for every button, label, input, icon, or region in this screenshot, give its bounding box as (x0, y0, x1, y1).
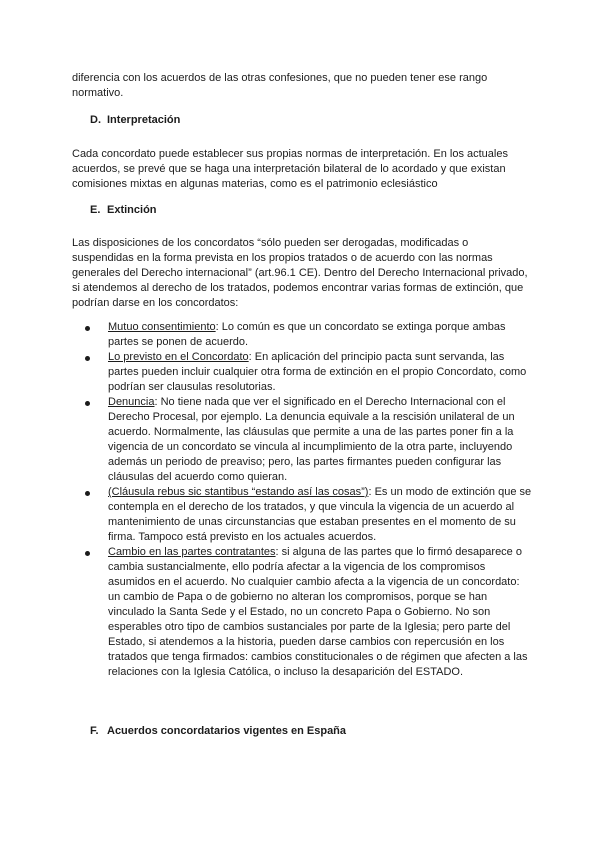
extinction-forms-list (72, 320, 532, 680)
section-e-body: Las disposiciones de los concordatos “sólo pueden ser derogadas, modificadas o suspendidas en la forma prevista en los propios tratados o de acuerdo con las normas generales del Derecho internacional” (art.96.1 CE). Dentro del Derecho Internacional privado, si atendemos al derecho de los tratados, podemos encontrar varias formas de extinción, que podrían darse en los concordatos: (72, 237, 528, 309)
section-e-heading (90, 203, 157, 218)
list-item-term: Denuncia (108, 396, 155, 408)
list-item (72, 395, 532, 485)
list-item-term: Mutuo consentimiento (108, 321, 216, 333)
list-item (72, 350, 532, 395)
list-item-term: (Cláusula rebus sic stantibus “estando así las cosas”) (108, 486, 369, 498)
section-f-title: Acuerdos concordatarios vigentes en España (107, 725, 347, 737)
list-item-term: Cambio en las partes contratantes (108, 546, 276, 558)
section-d-letter: D. (90, 114, 101, 126)
bullet-icon (85, 326, 90, 331)
intro-paragraph: diferencia con los acuerdos de las otras confesiones, que no pueden tener ese rango normativo. (72, 72, 488, 99)
bullet-icon (85, 401, 90, 406)
list-item-text: : En aplicación del principio pacta sunt servanda, las partes pueden incluir cualquier otra forma de extinción en el propio Concordato, como podrían ser clausulas resolutorias. (108, 351, 527, 393)
list-item (72, 545, 532, 680)
bullet-icon (85, 551, 90, 556)
section-f-letter: F. (90, 725, 99, 737)
list-item-text: : Es un modo de extinción que se contempla en el derecho de los tratados, y que vincula la vigencia de un acuerdo al mantenimiento de unas circunstancias que estaban presentes en el momento de su firma. Tampoco está previsto en los actuales acuerdos. (108, 486, 532, 543)
bullet-icon (85, 491, 90, 496)
list-item-text: : Lo común es que un concordato se extinga porque ambas partes se ponen de acuerdo. (108, 321, 506, 348)
list-item-term: Lo previsto en el Concordato (108, 351, 249, 363)
section-e-title: Extinción (107, 204, 157, 216)
list-item-text: : si alguna de las partes que lo firmó desaparece o cambia sustancialmente, ello podría afectar a la vigencia de los compromisos asumidos en el acuerdo. No cualquier cambio afecta a la vigencia de un concordato: un cambio de Papa o de gobierno no alteran los compromisos, porque se han vinculado la Santa Sede y el Estado, no un concreto Papa o Gobierno. No son esperables otro tipo de cambios sustanciales por parte de la Iglesia; pero parte del Estado, si atendemos a la historia, pueden darse cambios con repercusión en los tratados que tenga firmados: cambios constitucionales o de régimen que afecten a las relaciones con la Iglesia Católica, o incluso la desaparición del ESTADO. (108, 546, 528, 678)
section-d-title: Interpretación (107, 114, 181, 126)
list-item-text: : No tiene nada que ver el significado en el Derecho Internacional con el Derecho Procesal, por ejemplo. La denuncia equivale a la rescisión unilateral de un acuerdo. Normalmente, las cláusulas que permite a una de las partes poner fin a la vigencia de un concordato se vincula al incumplimiento de la otra parte, incluyendo además un periodo de preaviso; pero, las partes firmantes pueden configurar las cláusulas del acuerdo como quieran. (108, 396, 515, 483)
list-item (72, 320, 532, 350)
bullet-icon (85, 356, 90, 361)
list-item (72, 485, 532, 545)
section-d-heading (90, 113, 180, 128)
section-d-body: Cada concordato puede establecer sus propias normas de interpretación. En los actuales acuerdos, se prevé que se haga una interpretación bilateral de lo acordado y que existan comisiones mixtas en algunas materias, como es el patrimonio eclesiástico (72, 148, 508, 190)
section-f-heading (90, 724, 346, 739)
section-e-letter: E. (90, 204, 101, 216)
